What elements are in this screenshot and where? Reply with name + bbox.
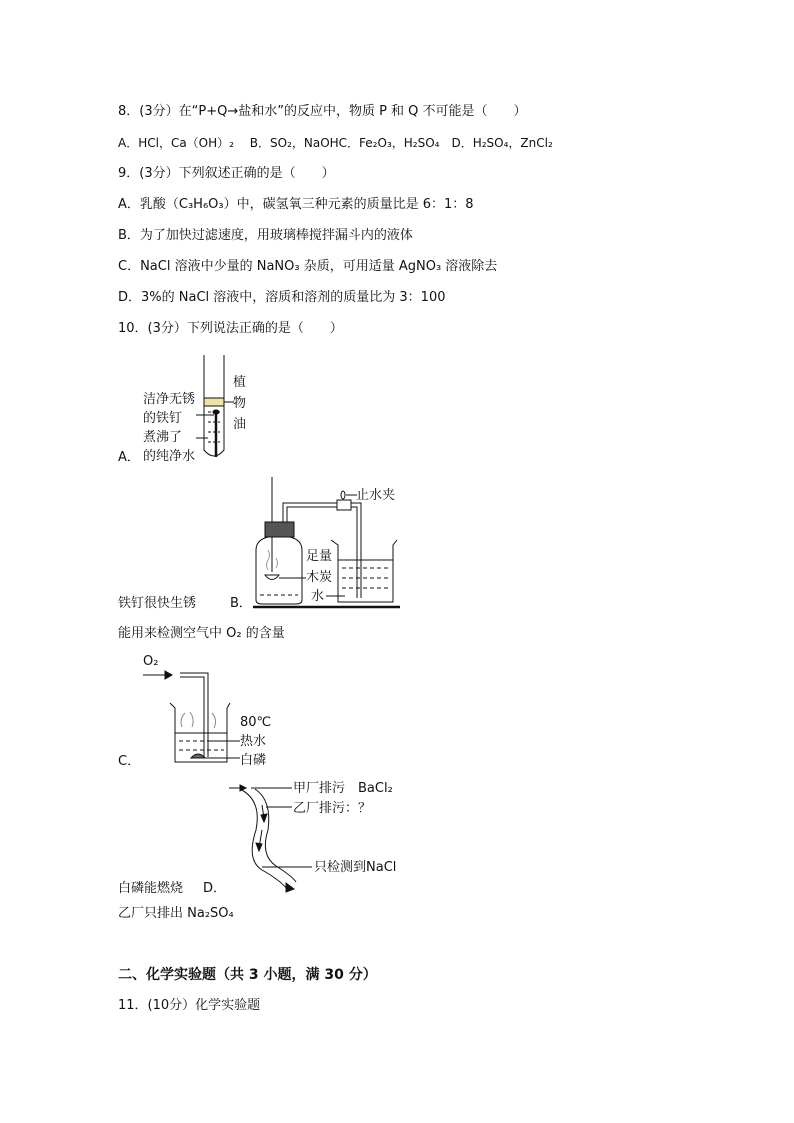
a-label-3: 煮沸了: [143, 430, 183, 445]
c-phosphorus-label: 白磷: [240, 753, 267, 768]
b-water-label: 水: [311, 589, 325, 604]
a-label-1: 洁净无锈: [143, 392, 196, 407]
c-temp-label: 80℃: [240, 715, 272, 730]
a-label-2: 的铁钉: [143, 411, 183, 426]
q8-stem: 8．(3分）在“P+Q→盐和水”的反应中，物质 P 和 Q 不可能是（ ）: [118, 104, 527, 119]
q9-option-c: C．NaCl 溶液中少量的 NaNO₃ 杂质，可用适量 AgNO₃ 溶液除去: [118, 259, 498, 274]
a-oil-1: 植: [233, 375, 247, 390]
b-charcoal-2: 木炭: [306, 570, 333, 585]
d-option-label: D．: [203, 881, 227, 896]
c-caption: 白磷能燃烧: [118, 881, 184, 896]
q9-option-b: B．为了加快过滤速度，用玻璃棒搅拌漏斗内的液体: [118, 228, 413, 243]
q9-option-d: D．3%的 NaCl 溶液中，溶质和溶剂的质量比为 3：100: [118, 290, 446, 305]
a-oil-3: 油: [233, 417, 247, 432]
d-factory-b: 乙厂排污：？: [293, 801, 372, 816]
q9-option-a: A．乳酸（C₃H₆O₃）中，碳氢氧三种元素的质量比是 6：1：8: [118, 197, 474, 212]
section-2-title: 二、化学实验题（共 3 小题，满 30 分）: [118, 967, 377, 983]
q10-stem: 10．(3分）下列说法正确的是（ ）: [118, 321, 343, 336]
b-caption: 能用来检测空气中 O₂ 的含量: [118, 626, 285, 641]
d-factory-a: 甲厂排污 BaCl₂: [293, 781, 393, 796]
b-option-label: B．: [230, 596, 252, 611]
a-caption: 铁钉很快生锈: [118, 596, 197, 611]
q11-stem: 11．(10分）化学实验题: [118, 998, 261, 1013]
q8-options: A．HCl，Ca（OH）₂ B．SO₂，NaOHC．Fe₂O₃，H₂SO₄ D．H₂SO₄，ZnCl₂: [118, 136, 553, 150]
c-option-label: C．: [118, 754, 141, 769]
a-option-label: A．: [118, 450, 140, 465]
c-gas-label: O₂: [143, 654, 159, 669]
diagram-c-beaker: [143, 671, 240, 762]
b-charcoal-1: 足量: [306, 549, 333, 564]
b-clamp-label: 止水夹: [356, 488, 396, 503]
diagram-a-test-tube: [196, 355, 234, 457]
d-detected: 只检测到NaCl: [314, 860, 397, 875]
a-oil-2: 物: [233, 396, 247, 411]
c-water-label: 热水: [240, 734, 267, 749]
d-caption: 乙厂只排出 Na₂SO₄: [118, 906, 234, 921]
a-label-4: 的纯净水: [143, 449, 196, 464]
q9-stem: 9．(3分）下列叙述正确的是（ ）: [118, 166, 335, 181]
